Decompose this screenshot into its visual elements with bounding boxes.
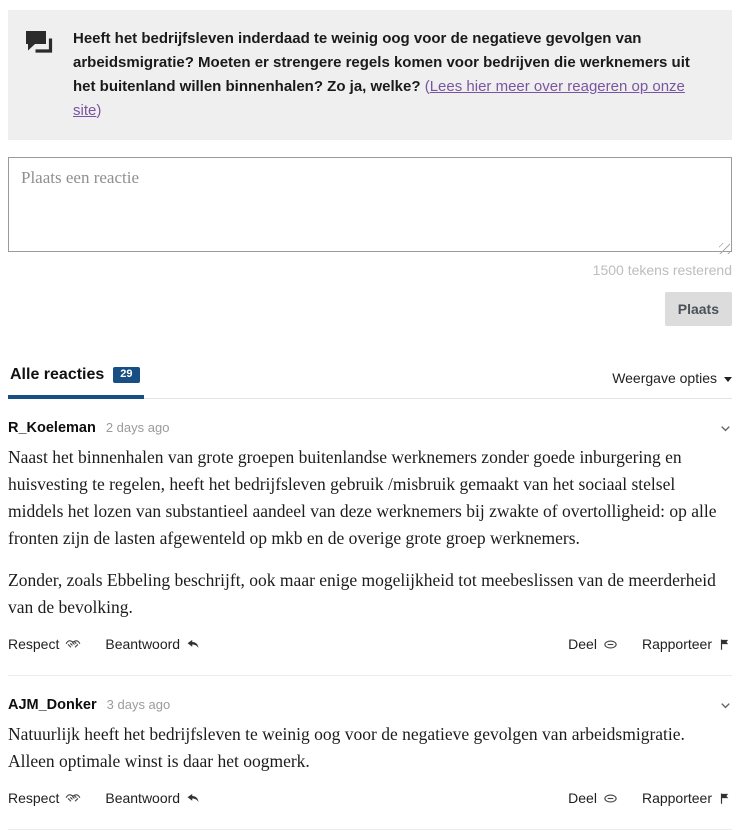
textarea-resize-handle[interactable] (719, 243, 730, 254)
comment-author: R_Koeleman (8, 420, 96, 436)
comment-author: AJM_Donker (8, 697, 97, 713)
comment-body (8, 721, 732, 775)
tab-all-comments-label: Alle reacties (10, 366, 105, 383)
comment-input[interactable] (8, 157, 732, 252)
intro-question-text: Heeft het bedrijfsleven inderdaad te weinig oog voor de negatieve gevolgen van arbeidsmigratie? Moeten er strengere regels komen voor bedrijven die werknemers uit het buitenland willen binnenhalen? Zo ja, welke? (Lees hier meer over reageren op onze site) (73, 30, 690, 119)
view-options-button[interactable] (612, 370, 732, 398)
respect-button[interactable]: Respect (8, 636, 81, 652)
read-more-link[interactable]: Lees hier meer over reageren op onze site (73, 78, 685, 119)
comment-count-badge: 29 (113, 367, 139, 383)
comment-timestamp: 2 days ago (105, 420, 170, 435)
caret-down-icon (724, 377, 732, 382)
reply-arrow-icon (186, 791, 201, 806)
chars-remaining: 1500 tekens resterend (592, 262, 732, 278)
link-icon (603, 791, 618, 806)
handshake-icon (65, 790, 81, 806)
share-button[interactable]: Deel (568, 790, 618, 806)
comments-tabs-bar (8, 366, 732, 399)
tab-all-comments[interactable] (8, 366, 144, 399)
report-button[interactable]: Rapporteer (642, 790, 732, 806)
intro-question: Heeft het bedrijfsleven inderdaad te weinig oog voor de negatieve gevolgen van arbeidsmigratie? Moeten er strengere regels komen voor bedrijven die werknemers uit het buitenland willen binnenhalen? Zo ja, welke? (73, 30, 690, 95)
submit-comment-button[interactable]: Plaats (665, 292, 732, 326)
flag-icon (718, 791, 732, 806)
flag-icon (718, 637, 732, 652)
comment-composer (8, 157, 732, 326)
comment-paragraph: Zonder, zoals Ebbeling beschrijft, ook maar enige mogelijkheid tot meebeslissen van de meerderheid van de bevolking. (8, 570, 716, 617)
collapse-comment-chevron-icon[interactable] (719, 699, 732, 712)
comment-paragraph: Natuurlijk heeft het bedrijfsleven te weinig oog voor de negatieve gevolgen van arbeidsmigratie. Alleen optimale winst is daar het oogmerk. (8, 724, 685, 771)
reply-button[interactable]: Beantwoord (105, 636, 201, 652)
comment-body (8, 444, 732, 621)
handshake-icon (65, 636, 81, 652)
reply-arrow-icon (186, 637, 201, 652)
comment-timestamp: 3 days ago (106, 697, 171, 712)
collapse-comment-chevron-icon[interactable] (719, 422, 732, 435)
share-button[interactable]: Deel (568, 636, 618, 652)
reply-button[interactable]: Beantwoord (105, 790, 201, 806)
comment-paragraph: Naast het binnenhalen van grote groepen buitenlandse werknemers zonder goede inburgering en huisvesting te regelen, heeft het bedrijfsleven gebruik /misbruik gemaakt van het sociaal stelsel middels het lozen van substantieel aandeel van deze werknemers bij zwakte of overtolligheid: op alle fronten zijn de lasten afgewenteld op mkb en de overige grote groep werknemers. (8, 447, 717, 548)
comments-icon (24, 30, 55, 123)
view-options-label: Weergave opties (612, 370, 717, 386)
respect-button[interactable]: Respect (8, 790, 81, 806)
comment (8, 399, 732, 676)
report-button[interactable]: Rapporteer (642, 636, 732, 652)
intro-question-box (8, 10, 732, 140)
comment (8, 676, 732, 830)
link-icon (603, 637, 618, 652)
